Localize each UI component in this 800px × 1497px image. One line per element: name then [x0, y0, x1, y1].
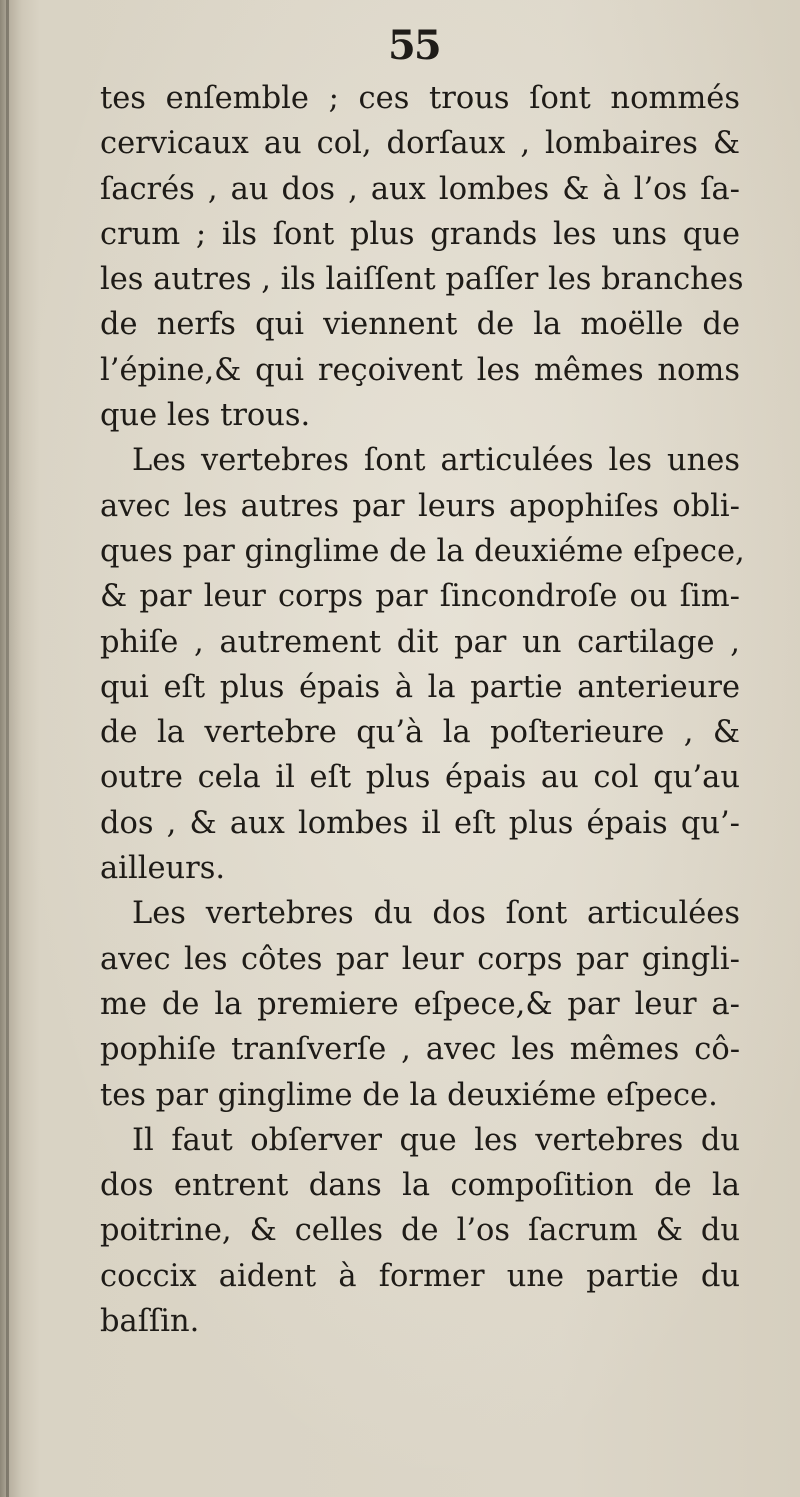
text-line: ailleurs. — [100, 851, 226, 887]
text-line: coccix aident à former une partie du — [100, 1258, 740, 1294]
text-line: pophiſe tranſverſe , avec les mêmes cô- — [100, 1032, 740, 1068]
text-line: l’épine,& qui reçoivent les mêmes noms — [100, 352, 740, 388]
text-line: outre cela il eſt plus épais au col qu’au — [100, 760, 740, 796]
text-line: tes enſemble ; ces trous ſont nommés — [100, 81, 740, 116]
text-line: les autres , ils laiſſent paſſer les branches — [100, 262, 744, 298]
paragraph-1 — [100, 76, 744, 438]
binding-gutter — [6, 0, 9, 1497]
body-text — [100, 76, 745, 1344]
text-line: ſacrés , au dos , aux lombes & à l’os ſa- — [100, 171, 740, 207]
text-line: de la vertebre qu’à la poſterieure , & — [100, 715, 740, 751]
text-line: que les trous. — [100, 398, 311, 434]
text-line: ques par ginglime de la deuxiéme eſpece, — [100, 533, 745, 569]
text-line: avec les côtes par leur corps par gingli- — [100, 941, 740, 977]
text-line: Les vertebres du dos ſont articulées — [132, 896, 740, 932]
text-line: me de la premiere eſpece,& par leur a- — [100, 986, 740, 1022]
text-line: avec les autres par leurs apophiſes obli- — [100, 488, 740, 524]
text-line: poitrine, & celles de l’os ſacrum & du — [100, 1213, 740, 1249]
paragraph-4 — [100, 1118, 740, 1344]
text-line: Les vertebres ſont articulées les unes — [132, 443, 740, 479]
paragraph-3 — [100, 891, 740, 1117]
text-line: de nerfs qui viennent de la moëlle de — [100, 307, 740, 343]
text-line: cervicaux au col, dorſaux , lombaires & — [100, 126, 740, 162]
paragraph-2 — [100, 438, 745, 891]
text-line: baſſin. — [100, 1304, 200, 1340]
text-line: crum ; ils ſont plus grands les uns que — [100, 216, 740, 252]
text-line: phiſe , autrement dit par un cartilage , — [100, 624, 740, 660]
text-line: Il faut obſerver que les vertebres du — [132, 1122, 740, 1158]
page-number: 55 — [388, 22, 440, 69]
text-line: tes par ginglime de la deuxiéme eſpece. — [100, 1077, 718, 1113]
text-line: & par leur corps par ſincondroſe ou ſim- — [100, 579, 740, 615]
text-line: dos , & aux lombes il eſt plus épais qu’- — [100, 805, 740, 841]
text-line: qui eſt plus épais à la partie anterieure — [100, 669, 740, 705]
text-line: dos entrent dans la compoſition de la — [100, 1168, 740, 1204]
